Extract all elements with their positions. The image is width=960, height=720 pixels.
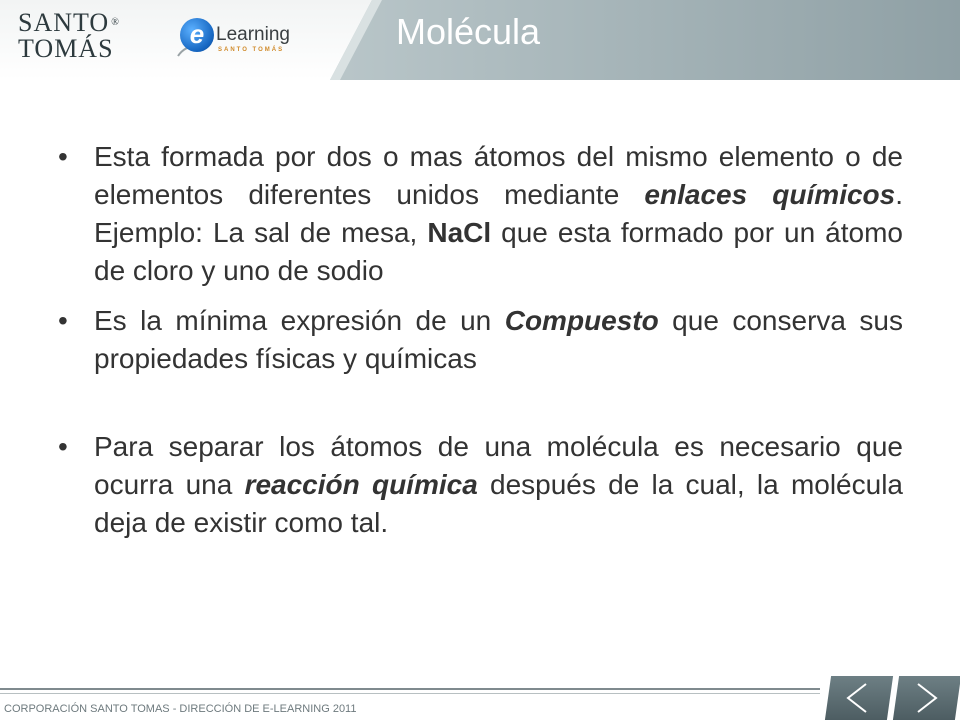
elearning-logo [176,14,316,66]
logo-registered-mark: ® [111,17,120,28]
bullet-bold: NaCl [427,217,492,248]
bullet-item [58,428,903,542]
bullet-text: que esta formado por un átomo de cloro y uno de sodio [94,217,904,286]
santo-tomas-logo [18,10,138,70]
bullet-emphasis: enlaces químicos [644,179,896,210]
bullet-item [58,138,903,290]
previous-slide-button[interactable] [825,676,893,720]
bullet-emphasis: Compuesto [504,305,659,336]
bullet-emphasis: reacción química [244,469,478,500]
bullet-item [58,302,903,378]
slide-header [0,0,960,80]
elearning-word: Learning [216,24,290,45]
bullet-text: Esta formada por dos o mas átomos del mismo elemento o de elementos diferentes unidos mediante [94,141,903,210]
bullet-text: Es la mínima expresión de un [94,305,505,336]
logo-text-santo: SANTO [18,8,110,37]
bullet-text: . Ejemplo: La sal de mesa, [94,179,903,248]
bullet-text: después de la cual, la molécula deja de existir como tal. [94,469,903,538]
footer-divider [0,688,820,690]
chevron-left-icon [828,676,890,720]
footer-divider-thin [0,693,820,694]
logo-text-tomas: TOMÁS [18,34,114,63]
bullet-text: Para separar los átomos de una molécula es necesario que ocurra una [94,431,903,500]
elearning-e-icon: e [180,18,214,52]
elearning-subtitle: SANTO TOMÁS [218,47,285,53]
chevron-right-icon [896,676,958,720]
slide-title: Molécula [396,11,541,52]
next-slide-button[interactable] [893,676,960,720]
slide-body [58,138,903,542]
footer-credit: CORPORACIÓN SANTO TOMAS - DIRECCIÓN DE E-LEARNING 2011 [4,703,357,715]
bullet-text: que conserva sus propiedades físicas y químicas [94,305,903,374]
